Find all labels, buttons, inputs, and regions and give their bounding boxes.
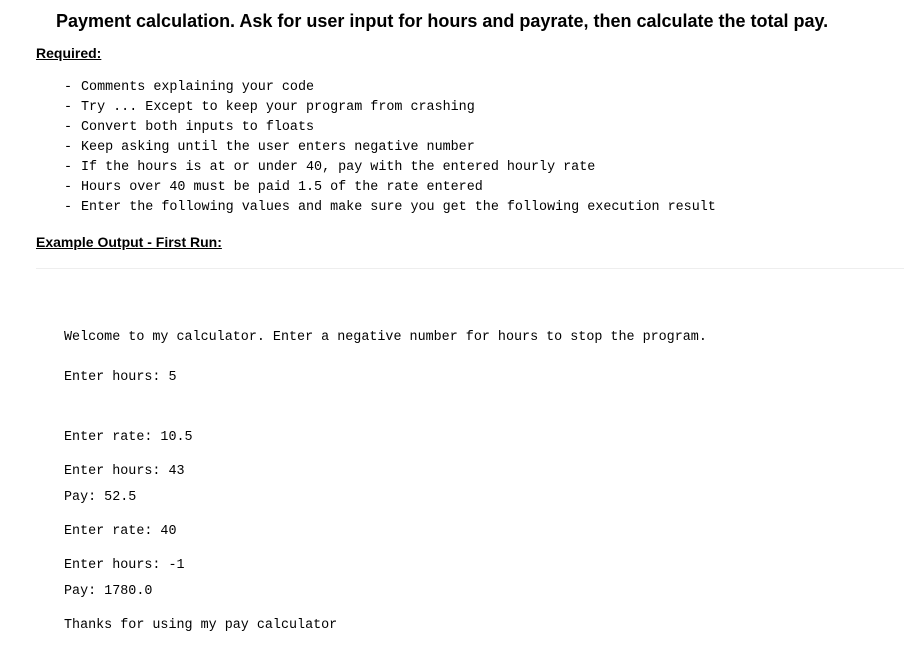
dash-bullet: - (64, 180, 73, 195)
output-pay-line: Pay: 1780.0 (64, 584, 153, 599)
requirement-item (64, 158, 716, 178)
requirement-item (64, 118, 716, 138)
output-final-block (64, 516, 337, 656)
output-welcome-line: Welcome to my calculator. Enter a negative number for hours to stop the program. (64, 330, 707, 345)
output-pay-line: Pay: 52.5 (64, 490, 137, 505)
example-output-heading: Example Output - First Run: (36, 234, 222, 250)
dash-bullet: - (64, 120, 73, 135)
requirements-list (64, 78, 716, 218)
requirement-item (64, 198, 716, 218)
requirement-item (64, 178, 716, 198)
output-thanks-line: Thanks for using my pay calculator (64, 618, 338, 633)
requirement-text: If the hours is at or under 40, pay with the entered hourly rate (81, 160, 596, 175)
output-rate-line: Enter rate: 40 (64, 524, 177, 539)
requirement-text: Keep asking until the user enters negative number (81, 140, 475, 155)
output-hours-line: Enter hours: 5 (64, 370, 177, 385)
requirement-text: Comments explaining your code (81, 80, 315, 95)
requirement-text: Hours over 40 must be paid 1.5 of the rate entered (81, 180, 483, 195)
output-hours-line: Enter hours: -1 (64, 558, 185, 573)
requirement-text: Enter the following values and make sure you get the following execution result (81, 200, 716, 215)
dash-bullet: - (64, 160, 73, 175)
dash-bullet: - (64, 100, 73, 115)
required-heading: Required: (36, 45, 102, 61)
requirement-item (64, 138, 716, 158)
output-hours-line: Enter hours: 43 (64, 464, 185, 479)
requirement-item (64, 98, 716, 118)
page-title: Payment calculation. Ask for user input for hours and payrate, then calculate the total pay. (56, 11, 829, 31)
section-divider (36, 268, 904, 269)
dash-bullet: - (64, 80, 73, 95)
requirement-text: Try ... Except to keep your program from crashing (81, 100, 475, 115)
output-rate-line: Enter rate: 10.5 (64, 430, 193, 445)
dash-bullet: - (64, 140, 73, 155)
dash-bullet: - (64, 200, 73, 215)
requirement-text: Convert both inputs to floats (81, 120, 315, 135)
requirement-item (64, 78, 716, 98)
